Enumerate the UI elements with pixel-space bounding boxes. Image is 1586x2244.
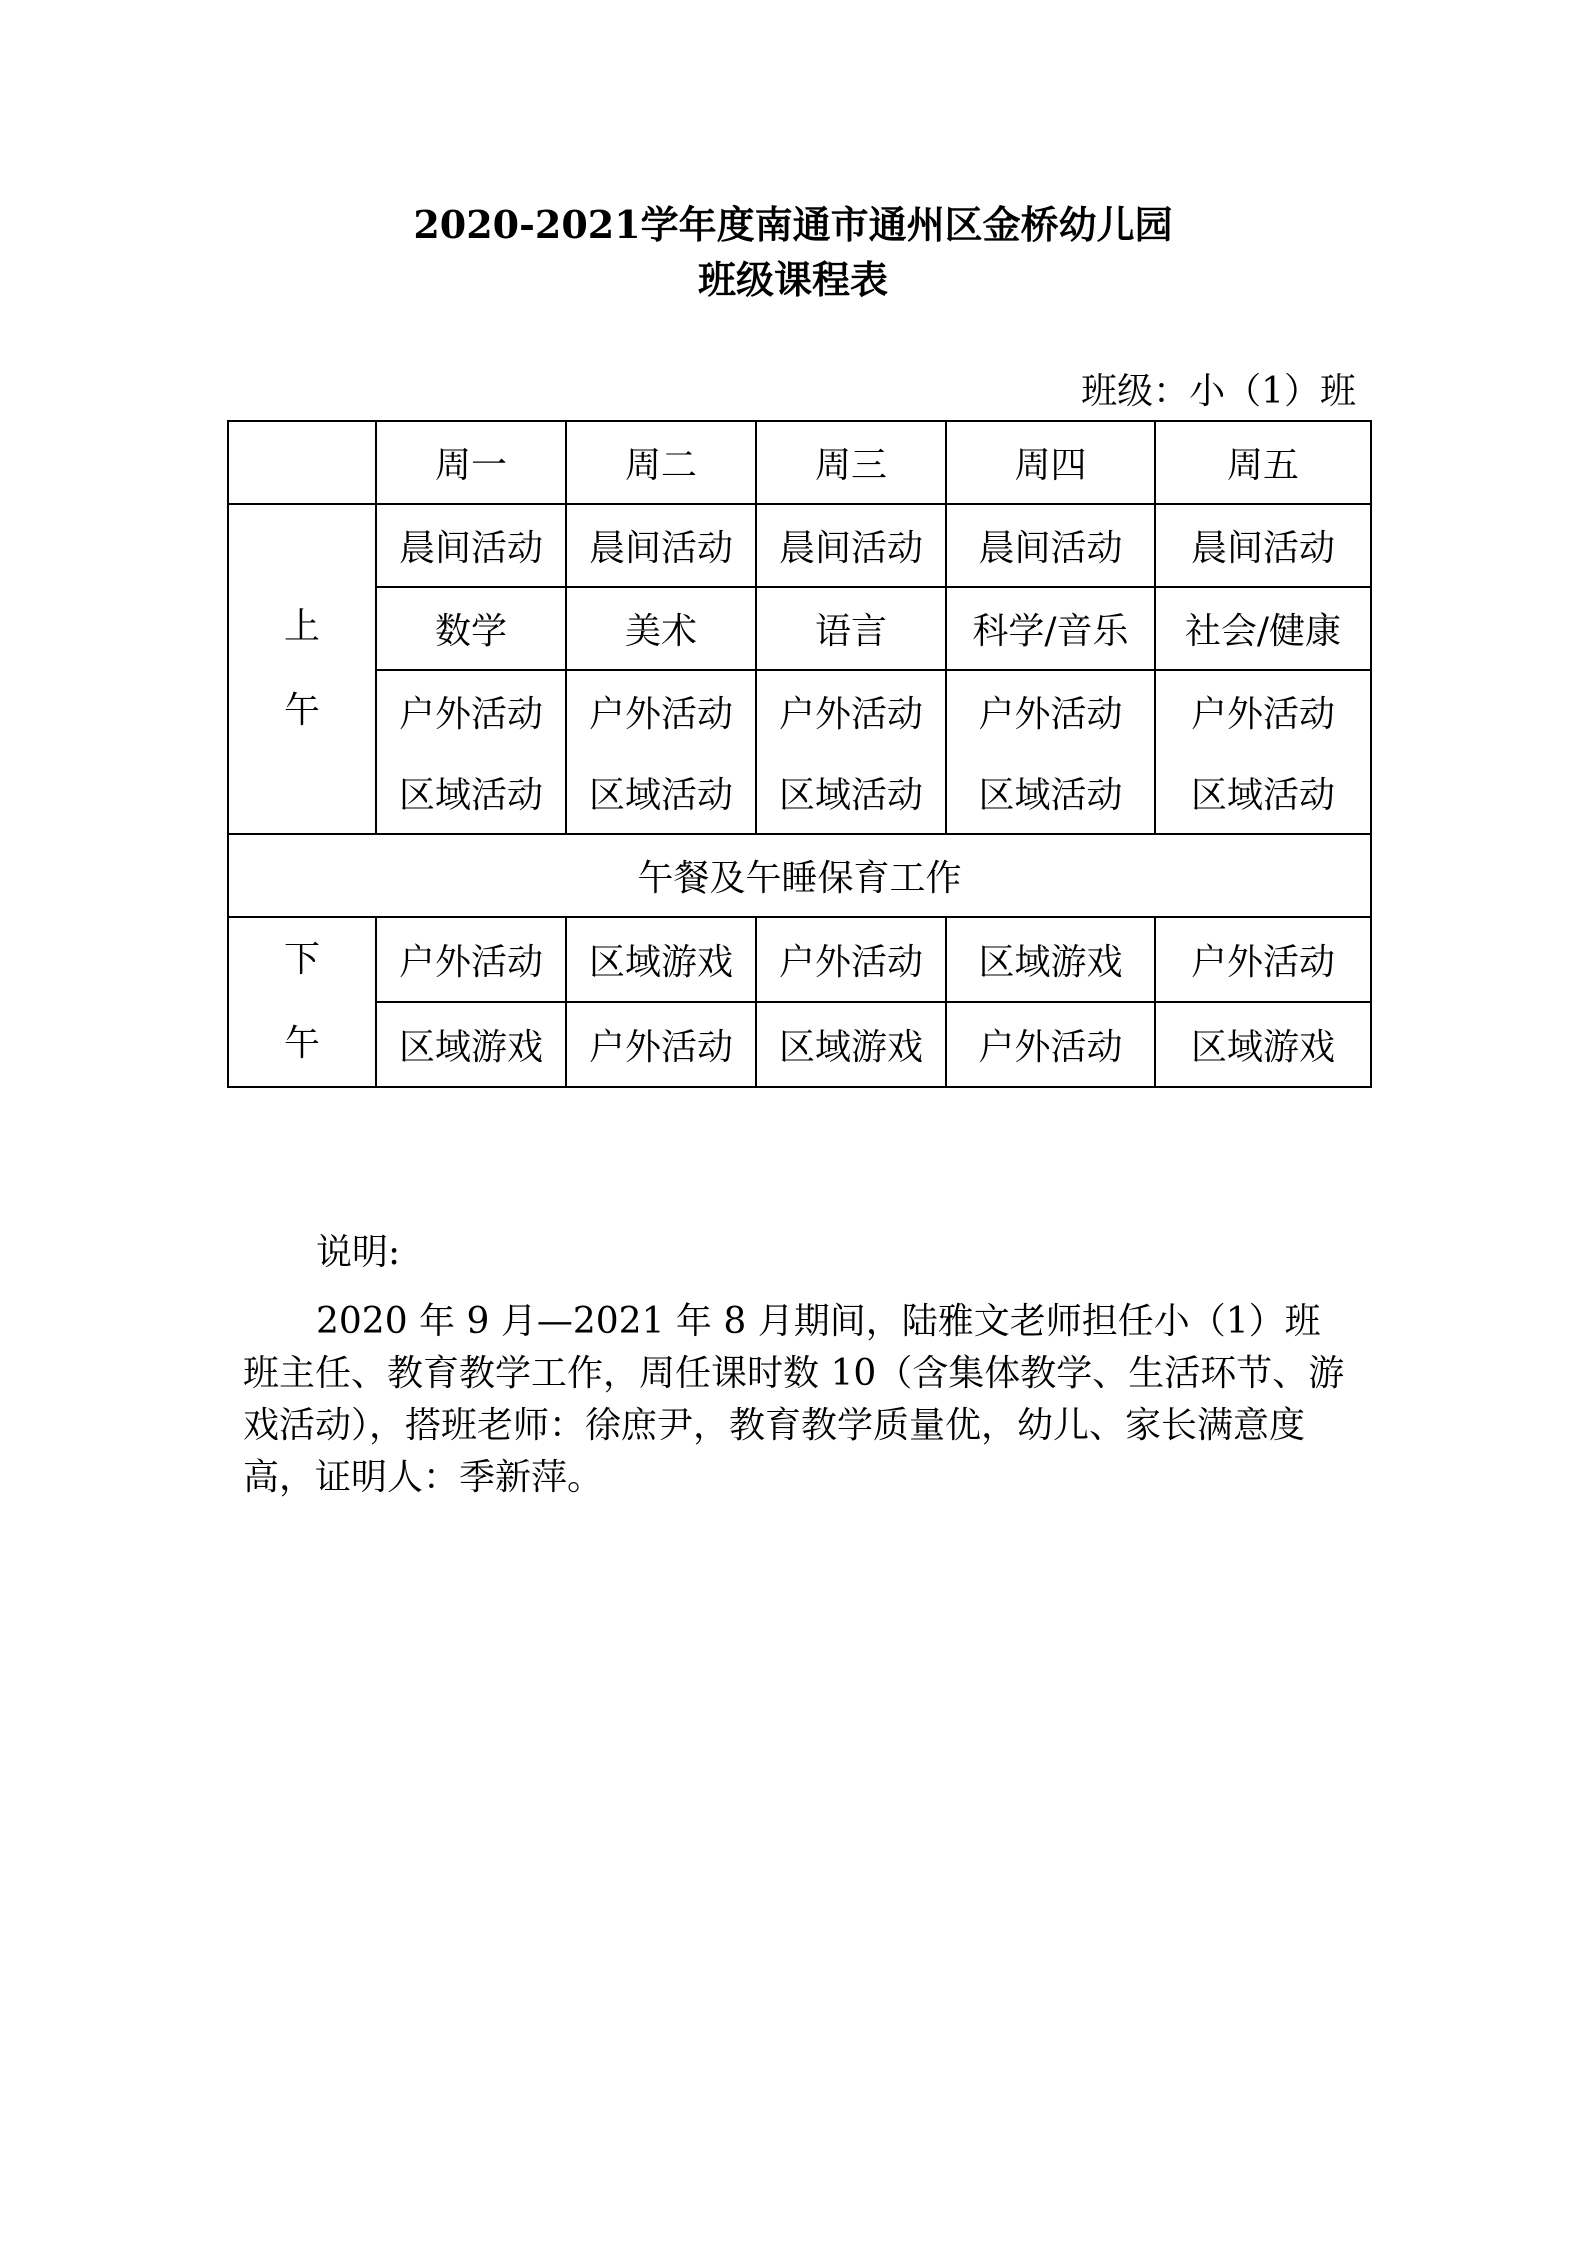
schedule-cell: 区域游戏 — [756, 1002, 946, 1087]
schedule-cell: 区域活动 — [1155, 752, 1371, 834]
morning-row — [228, 670, 1371, 752]
schedule-cell: 区域活动 — [756, 752, 946, 834]
schedule-cell: 晨间活动 — [756, 504, 946, 587]
schedule-cell: 户外活动 — [566, 670, 756, 752]
afternoon-row — [228, 1002, 1371, 1087]
notes-body: 2020 年 9 月—2021 年 8 月期间，陆雅文老师担任小（1）班班主任、教育教学工作，周任课时数 10（含集体教学、生活环节、游戏活动），搭班老师：徐庶尹，教育教学质量优，幼儿、家长满意度高，证明人：季新萍。 — [243, 1301, 1345, 1498]
morning-label-char: 午 — [283, 690, 320, 731]
afternoon-label-char: 午 — [283, 1023, 320, 1064]
day-header: 周五 — [1155, 421, 1371, 504]
schedule-cell: 户外活动 — [566, 1002, 756, 1087]
lunch-cell: 午餐及午睡保育工作 — [228, 834, 1371, 917]
schedule-cell: 区域活动 — [566, 752, 756, 834]
schedule-cell: 数学 — [376, 587, 566, 670]
schedule-cell: 区域游戏 — [566, 917, 756, 1002]
schedule-cell: 语言 — [756, 587, 946, 670]
document-title: 2020-2021学年度南通市通州区金桥幼儿园 — [413, 202, 1173, 247]
afternoon-period-label — [228, 917, 376, 1087]
schedule-cell: 户外活动 — [1155, 917, 1371, 1002]
schedule-cell: 户外活动 — [946, 670, 1155, 752]
morning-period-label — [228, 504, 376, 834]
schedule-cell: 区域活动 — [946, 752, 1155, 834]
document-subtitle: 班级课程表 — [697, 257, 888, 302]
schedule-cell: 晨间活动 — [946, 504, 1155, 587]
day-header: 周三 — [756, 421, 946, 504]
schedule-cell: 科学/音乐 — [946, 587, 1155, 670]
corner-cell — [228, 421, 376, 504]
day-header-row — [228, 421, 1371, 504]
schedule-cell: 美术 — [566, 587, 756, 670]
schedule-cell: 户外活动 — [376, 917, 566, 1002]
afternoon-label-char: 下 — [283, 939, 320, 980]
lunch-row — [228, 834, 1371, 917]
day-header: 周四 — [946, 421, 1155, 504]
schedule-cell: 户外活动 — [756, 917, 946, 1002]
schedule-cell: 区域游戏 — [376, 1002, 566, 1087]
morning-row — [228, 752, 1371, 834]
schedule-cell: 晨间活动 — [1155, 504, 1371, 587]
schedule-cell: 户外活动 — [376, 670, 566, 752]
day-header: 周二 — [566, 421, 756, 504]
morning-label-char: 上 — [283, 606, 320, 647]
day-header: 周一 — [376, 421, 566, 504]
notes-heading: 说明: — [316, 1232, 401, 1273]
schedule-cell: 社会/健康 — [1155, 587, 1371, 670]
schedule-cell: 户外活动 — [756, 670, 946, 752]
schedule-cell: 晨间活动 — [566, 504, 756, 587]
schedule-cell: 区域活动 — [376, 752, 566, 834]
afternoon-row — [228, 917, 1371, 1002]
schedule-table — [227, 420, 1372, 1088]
morning-row — [228, 587, 1371, 670]
morning-row — [228, 504, 1371, 587]
schedule-cell: 晨间活动 — [376, 504, 566, 587]
schedule-cell: 区域游戏 — [1155, 1002, 1371, 1087]
schedule-cell: 区域游戏 — [946, 917, 1155, 1002]
class-label: 班级：小（1）班 — [1081, 371, 1356, 412]
schedule-cell: 户外活动 — [946, 1002, 1155, 1087]
schedule-cell: 户外活动 — [1155, 670, 1371, 752]
